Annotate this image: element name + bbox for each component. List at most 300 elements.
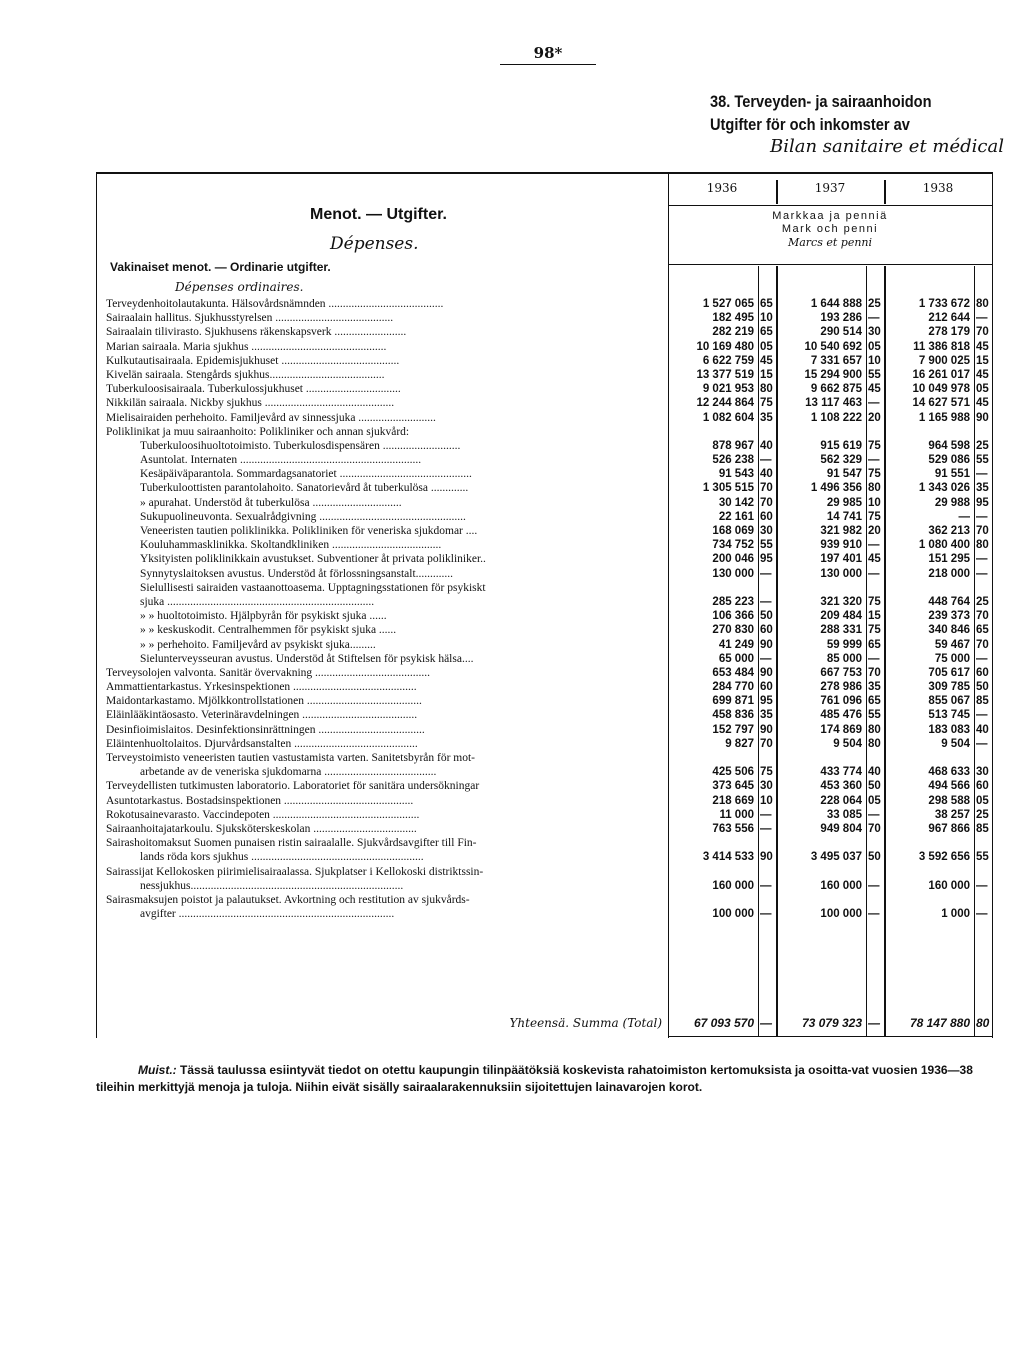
row-label: Tuberkuloottisten parantolahoito. Sanatorievård åt tuberkulösa ............. bbox=[140, 482, 469, 495]
cell-1938-penni: 25 bbox=[976, 439, 989, 452]
page-number-rule bbox=[500, 64, 596, 65]
row-label: Kouluhammasklinikka. Skoltandkliniken ...................................... bbox=[140, 539, 442, 552]
unit-rule-top bbox=[668, 205, 992, 206]
cell-1938-marks: 448 764 bbox=[928, 595, 970, 608]
unit-fr: Marcs et penni bbox=[787, 236, 873, 249]
cell-1937-penni: 20 bbox=[868, 525, 881, 537]
cell-1937-penni: 70 bbox=[868, 822, 881, 835]
cell-1936-penni: 30 bbox=[760, 780, 773, 793]
table-row bbox=[106, 822, 992, 836]
table-row bbox=[106, 879, 992, 893]
row-label: Kivelän sairaala. Stengårds sjukhus........................................ bbox=[106, 368, 385, 381]
cell-1938-marks: 59 467 bbox=[934, 638, 970, 651]
cell-1937-marks: 278 986 bbox=[820, 681, 862, 694]
cell-1937-marks: 949 804 bbox=[820, 822, 862, 835]
cell-1936-marks: 182 495 bbox=[712, 312, 754, 325]
heading-ordinaires: Dépenses ordinaires. bbox=[175, 280, 304, 294]
heading-ordinary: Vakinaiset menot. — Ordinarie utgifter. bbox=[110, 260, 331, 274]
table-row bbox=[106, 510, 992, 524]
row-label: » » keskuskodit. Centralhemmen för psykiskt sjuka ...... bbox=[140, 624, 397, 637]
cell-1937-marks: 9 504 bbox=[833, 737, 862, 750]
cell-1937-marks: 7 331 657 bbox=[810, 354, 862, 367]
table-row bbox=[106, 751, 992, 765]
title-line-sv: Utgifter för och inkomster av bbox=[710, 115, 910, 134]
cell-1936-penni: 15 bbox=[760, 368, 773, 381]
cell-1938-penni: 90 bbox=[976, 411, 989, 424]
row-label: Kesäpäiväparantola. Sommardagsanatoriet .............................................. bbox=[140, 468, 472, 481]
row-label: Sairaalain tilivirasto. Sjukhusens räkenskapsverk ......................... bbox=[106, 326, 407, 339]
cell-1938-marks: 298 588 bbox=[928, 794, 970, 807]
cell-1936-marks: 30 142 bbox=[718, 496, 754, 509]
cell-1937-penni: 45 bbox=[868, 383, 881, 396]
cell-1937-marks: 321 982 bbox=[820, 525, 862, 537]
total-1937-penni: — bbox=[868, 1016, 880, 1030]
cell-1936-penni: 95 bbox=[760, 695, 773, 708]
table-row bbox=[106, 609, 992, 623]
cell-1937-penni: 10 bbox=[868, 354, 881, 367]
cell-1937-marks: 174 869 bbox=[820, 723, 862, 736]
table-row bbox=[106, 808, 992, 822]
table-row bbox=[106, 836, 992, 850]
table-row bbox=[106, 893, 992, 907]
cell-1938-penni: 45 bbox=[976, 397, 989, 410]
table-body bbox=[106, 297, 992, 921]
cell-1937-marks: 1 644 888 bbox=[810, 298, 862, 310]
cell-1937-marks: 3 495 037 bbox=[810, 851, 862, 864]
year-1937: 1937 bbox=[814, 181, 846, 195]
row-label: lands röda kors sjukhus ............................................................ bbox=[140, 851, 424, 864]
cell-1937-marks: 433 774 bbox=[820, 766, 862, 779]
col-rule-top-1937 bbox=[776, 180, 778, 204]
cell-1938-marks: 14 627 571 bbox=[912, 397, 970, 410]
cell-1936-marks: 218 669 bbox=[712, 794, 754, 807]
cell-1938-marks: 494 566 bbox=[928, 780, 970, 793]
cell-1938-marks: 9 504 bbox=[941, 737, 970, 750]
cell-1937-penni: — bbox=[868, 539, 880, 552]
cell-1938-marks: 855 067 bbox=[928, 695, 970, 708]
cell-1938-marks: 160 000 bbox=[928, 879, 970, 892]
cell-1936-marks: 282 219 bbox=[712, 326, 754, 339]
cell-1938-marks: 11 386 818 bbox=[913, 340, 970, 353]
footnote-text: Tässä taulussa esiintyvät tiedot on otettu kaupungin tilinpäätöksiä koskevista rahatoimiston kertomuksista ja osoitta-vat vuosien 1936—38 tileihin merkittyjä menoja ja tuloja. Niihin eivät sisälly sairaalarakennuksiin sijoitettujen lainavarojen korot. bbox=[96, 1063, 973, 1094]
cell-1936-marks: 22 161 bbox=[718, 510, 754, 523]
cell-1937-penni: 65 bbox=[868, 695, 881, 708]
cell-1937-penni: 75 bbox=[868, 624, 881, 637]
table-row bbox=[106, 552, 992, 566]
total-1937-marks: 73 079 323 bbox=[801, 1016, 862, 1030]
cell-1937-marks: 562 329 bbox=[820, 454, 862, 467]
cell-1938-penni: 30 bbox=[976, 766, 989, 779]
cell-1938-marks: 239 373 bbox=[928, 610, 970, 623]
cell-1937-penni: 05 bbox=[868, 340, 881, 353]
cell-1938-marks: 278 179 bbox=[928, 326, 970, 339]
cell-1938-marks: 3 592 656 bbox=[918, 851, 970, 864]
col-rule-left bbox=[96, 172, 97, 1038]
table-row bbox=[106, 595, 992, 609]
cell-1936-penni: 70 bbox=[760, 496, 773, 509]
cell-1936-marks: 9 021 953 bbox=[702, 383, 754, 396]
cell-1937-penni: 75 bbox=[868, 468, 881, 481]
cell-1936-penni: 95 bbox=[760, 553, 773, 566]
heading-depenses: Dépenses. bbox=[330, 234, 419, 254]
row-label: Kulkutautisairaala. Epidemisjukhuset ......................................... bbox=[106, 354, 400, 367]
cell-1938-penni: 05 bbox=[976, 794, 989, 807]
cell-1937-marks: 321 320 bbox=[820, 595, 862, 608]
row-label: Sairaanhoitajatarkoulu. Sjuksköterskeskolan .................................... bbox=[106, 822, 417, 835]
cell-1936-penni: 60 bbox=[760, 510, 773, 523]
row-label: Asuntotarkastus. Bostadsinspektionen ............................................. bbox=[106, 794, 414, 807]
cell-1936-marks: 285 223 bbox=[712, 595, 754, 608]
cell-1938-marks: 1 343 026 bbox=[918, 482, 970, 495]
cell-1937-marks: 485 476 bbox=[820, 709, 862, 722]
cell-1938-penni: 25 bbox=[976, 808, 989, 821]
cell-1937-penni: 20 bbox=[868, 411, 881, 424]
row-label: Sairaalain hallitus. Sjukhusstyrelsen ......................................... bbox=[106, 312, 394, 325]
cell-1938-marks: 16 261 017 bbox=[912, 368, 970, 381]
year-1938: 1938 bbox=[922, 181, 954, 195]
table-row bbox=[106, 567, 992, 581]
cell-1938-marks: 964 598 bbox=[928, 439, 970, 452]
table-row bbox=[106, 666, 992, 680]
cell-1937-marks: 9 662 875 bbox=[810, 383, 862, 396]
cell-1936-marks: 1 527 065 bbox=[702, 298, 754, 310]
cell-1936-marks: 12 244 864 bbox=[696, 397, 754, 410]
table-row bbox=[106, 467, 992, 481]
cell-1936-penni: 35 bbox=[760, 709, 773, 722]
cell-1936-marks: 13 377 519 bbox=[696, 368, 754, 381]
cell-1936-marks: 106 366 bbox=[712, 610, 754, 623]
cell-1937-marks: 100 000 bbox=[820, 908, 862, 921]
cell-1938-penni: 80 bbox=[976, 539, 989, 552]
row-label: Sairasmaksujen poistot ja palautukset. Avkortning och restitution av sjukvårds- bbox=[106, 893, 470, 906]
cell-1938-marks: 513 745 bbox=[928, 709, 970, 722]
cell-1936-penni: — bbox=[760, 908, 772, 921]
cell-1936-penni: — bbox=[760, 595, 772, 608]
cell-1936-marks: 160 000 bbox=[712, 879, 754, 892]
cell-1937-penni: 70 bbox=[868, 666, 881, 679]
cell-1938-marks: 362 213 bbox=[928, 525, 970, 537]
cell-1938-penni: 60 bbox=[976, 780, 989, 793]
cell-1937-marks: 939 910 bbox=[820, 539, 862, 552]
cell-1938-marks: 1 080 400 bbox=[918, 539, 970, 552]
cell-1937-marks: 1 496 356 bbox=[810, 482, 862, 495]
cell-1936-penni: — bbox=[760, 879, 772, 892]
cell-1937-marks: 29 985 bbox=[826, 496, 862, 509]
cell-1937-penni: 10 bbox=[868, 496, 881, 509]
cell-1936-penni: 05 bbox=[760, 340, 773, 353]
row-label: Desinfioimislaitos. Desinfektionsinrättningen ..................................... bbox=[106, 723, 425, 736]
cell-1936-penni: 70 bbox=[760, 737, 773, 750]
cell-1936-penni: — bbox=[760, 822, 772, 835]
cell-1938-penni: 70 bbox=[976, 525, 989, 537]
cell-1938-marks: 7 900 025 bbox=[918, 354, 970, 367]
row-label: nessjukhus.......................................................................... bbox=[140, 879, 404, 892]
table-row bbox=[106, 340, 992, 354]
cell-1937-penni: — bbox=[868, 454, 880, 467]
table-row bbox=[106, 737, 992, 751]
cell-1937-marks: 288 331 bbox=[820, 624, 862, 637]
cell-1937-marks: 290 514 bbox=[820, 326, 862, 339]
table-row bbox=[106, 652, 992, 666]
page-number: 98* bbox=[533, 44, 563, 62]
cell-1937-penni: 75 bbox=[868, 510, 881, 523]
cell-1938-penni: 15 bbox=[976, 354, 989, 367]
table-row bbox=[106, 411, 992, 425]
cell-1938-marks: 529 086 bbox=[928, 454, 970, 467]
year-1936: 1936 bbox=[706, 181, 738, 195]
title-line-fi: 38. Terveyden- ja sairaanhoidon bbox=[710, 92, 932, 111]
total-label: Yhteensä. Summa (Total) bbox=[509, 1016, 662, 1030]
cell-1937-marks: 197 401 bbox=[820, 553, 862, 566]
total-1936-penni: — bbox=[760, 1016, 772, 1030]
table-row bbox=[106, 368, 992, 382]
table-row bbox=[106, 425, 992, 439]
cell-1938-penni: — bbox=[976, 879, 988, 892]
row-label: Ammattientarkastus. Yrkesinspektionen ........................................... bbox=[106, 681, 417, 694]
row-label: Sairashoitomaksut Suomen punaisen ristin sairaalalle. Sjukvårdsavgifter till Fin- bbox=[106, 837, 477, 850]
cell-1936-marks: 878 967 bbox=[712, 439, 754, 452]
cell-1936-marks: 526 238 bbox=[712, 454, 754, 467]
cell-1938-marks: 309 785 bbox=[928, 681, 970, 694]
footnote-lead: Muist.: bbox=[138, 1063, 177, 1077]
cell-1938-marks: 75 000 bbox=[934, 652, 970, 665]
cell-1937-marks: 228 064 bbox=[820, 794, 862, 807]
cell-1938-penni: 45 bbox=[976, 368, 989, 381]
cell-1936-penni: 10 bbox=[760, 794, 773, 807]
row-label: Sielullisesti sairaiden vastaanottoasema. Upptagningsstationen för psykiskt bbox=[140, 581, 486, 594]
cell-1938-marks: 340 846 bbox=[928, 624, 970, 637]
cell-1936-marks: 763 556 bbox=[712, 822, 754, 835]
total-1936-marks: 67 093 570 bbox=[693, 1016, 754, 1030]
title-line-fr: Bilan sanitaire et médical bbox=[770, 136, 1004, 157]
cell-1938-marks: 29 988 bbox=[934, 496, 970, 509]
row-label: Poliklinikat ja muu sairaanhoito: Polikliniker och annan sjukvård: bbox=[106, 425, 410, 438]
cell-1938-marks: — bbox=[958, 510, 970, 523]
row-label: Tuberkuloosihuoltotoimisto. Tuberkulosdispensären ........................... bbox=[140, 439, 461, 452]
table-row bbox=[106, 907, 992, 921]
cell-1938-penni: — bbox=[976, 908, 988, 921]
cell-1938-marks: 1 733 672 bbox=[918, 298, 970, 310]
cell-1938-penni: 25 bbox=[976, 595, 989, 608]
cell-1936-penni: — bbox=[760, 567, 772, 580]
row-label: Asuntolat. Internaten ............................................................... bbox=[140, 454, 422, 467]
table-row bbox=[106, 538, 992, 552]
cell-1936-penni: 80 bbox=[760, 383, 773, 396]
cell-1936-marks: 65 000 bbox=[718, 652, 754, 665]
cell-1936-penni: 90 bbox=[760, 638, 773, 651]
cell-1936-penni: 70 bbox=[760, 482, 773, 495]
cell-1938-penni: 85 bbox=[976, 822, 989, 835]
cell-1936-penni: 35 bbox=[760, 411, 773, 424]
row-label: Terveysolojen valvonta. Sanitär övervakning ........................................ bbox=[106, 666, 431, 679]
cell-1938-penni: — bbox=[976, 553, 988, 566]
cell-1937-marks: 33 085 bbox=[826, 808, 862, 821]
cell-1936-penni: 75 bbox=[760, 397, 773, 410]
table-row bbox=[106, 708, 992, 722]
cell-1937-marks: 453 360 bbox=[820, 780, 862, 793]
cell-1937-penni: 50 bbox=[868, 780, 881, 793]
cell-1938-penni: 35 bbox=[976, 482, 989, 495]
unit-header bbox=[668, 210, 992, 249]
row-label: Tuberkuloosisairaala. Tuberkulossjukhuset ................................. bbox=[106, 383, 401, 396]
cell-1936-marks: 41 249 bbox=[718, 638, 754, 651]
table-row bbox=[106, 794, 992, 808]
table-row bbox=[106, 524, 992, 538]
table-row bbox=[106, 581, 992, 595]
cell-1937-penni: 35 bbox=[868, 681, 881, 694]
cell-1936-marks: 458 836 bbox=[712, 709, 754, 722]
cell-1936-penni: 75 bbox=[760, 766, 773, 779]
row-label: Terveydenhoitolautakunta. Hälsovårdsnämnden ........................................ bbox=[106, 298, 444, 310]
cell-1938-penni: — bbox=[976, 312, 988, 325]
top-rule bbox=[96, 172, 992, 174]
table-row bbox=[106, 638, 992, 652]
table-row bbox=[106, 694, 992, 708]
unit-fi: Markkaa ja penniä bbox=[772, 210, 888, 222]
row-label: » » huoltotoimisto. Hjälpbyrån för psykiskt sjuka ...... bbox=[140, 610, 387, 623]
cell-1938-marks: 468 633 bbox=[928, 766, 970, 779]
cell-1937-marks: 10 540 692 bbox=[804, 340, 862, 353]
cell-1936-penni: — bbox=[760, 808, 772, 821]
cell-1938-marks: 91 551 bbox=[934, 468, 970, 481]
cell-1936-marks: 9 827 bbox=[725, 737, 754, 750]
row-label: Veneeristen tautien poliklinikka. Polikliniken för veneriska sjukdomar .... bbox=[140, 525, 478, 537]
col-rule-right bbox=[992, 172, 993, 1038]
bottom-rule bbox=[668, 1036, 992, 1037]
cell-1937-penni: — bbox=[868, 312, 880, 325]
cell-1936-marks: 284 770 bbox=[712, 681, 754, 694]
total-row bbox=[106, 1016, 992, 1034]
cell-1936-marks: 10 169 480 bbox=[696, 340, 754, 353]
cell-1938-marks: 151 295 bbox=[928, 553, 970, 566]
cell-1937-penni: 40 bbox=[868, 766, 881, 779]
table-row bbox=[106, 865, 992, 879]
table-row bbox=[106, 354, 992, 368]
cell-1936-marks: 1 082 604 bbox=[702, 411, 754, 424]
cell-1938-penni: 70 bbox=[976, 326, 989, 339]
cell-1938-penni: 70 bbox=[976, 610, 989, 623]
cell-1938-penni: 95 bbox=[976, 496, 989, 509]
cell-1937-marks: 667 753 bbox=[820, 666, 862, 679]
cell-1938-penni: 60 bbox=[976, 666, 989, 679]
cell-1938-marks: 183 083 bbox=[928, 723, 970, 736]
cell-1936-penni: — bbox=[760, 454, 772, 467]
cell-1938-penni: — bbox=[976, 468, 988, 481]
cell-1938-penni: — bbox=[976, 510, 988, 523]
table-title bbox=[710, 90, 968, 136]
cell-1936-marks: 653 484 bbox=[712, 666, 754, 679]
cell-1937-penni: 45 bbox=[868, 553, 881, 566]
cell-1936-marks: 91 543 bbox=[718, 468, 754, 481]
cell-1937-marks: 209 484 bbox=[820, 610, 862, 623]
cell-1936-penni: 90 bbox=[760, 723, 773, 736]
cell-1937-marks: 1 108 222 bbox=[810, 411, 862, 424]
table-row bbox=[106, 481, 992, 495]
cell-1936-penni: 60 bbox=[760, 624, 773, 637]
cell-1936-marks: 1 305 515 bbox=[702, 482, 754, 495]
cell-1937-marks: 91 547 bbox=[826, 468, 862, 481]
cell-1936-marks: 152 797 bbox=[712, 723, 754, 736]
total-1938-penni: 80 bbox=[976, 1016, 990, 1030]
row-label: Terveystoimisto veneeristen tautien vastustamista varten. Sanitetsbyrån för mot- bbox=[106, 752, 476, 764]
table-row bbox=[106, 779, 992, 793]
row-label: Marian sairaala. Maria sjukhus ............................................... bbox=[106, 340, 387, 353]
cell-1936-penni: 50 bbox=[760, 610, 773, 623]
cell-1937-penni: 80 bbox=[868, 482, 881, 495]
row-label: Sukupuolineuvonta. Sexualrådgivning ................................................... bbox=[140, 510, 466, 523]
cell-1937-penni: 65 bbox=[868, 638, 881, 651]
cell-1936-penni: 40 bbox=[760, 439, 773, 452]
cell-1936-marks: 425 506 bbox=[712, 766, 754, 779]
cell-1936-marks: 699 871 bbox=[712, 695, 754, 708]
cell-1936-penni: 10 bbox=[760, 312, 773, 325]
heading-menot: Menot. — Utgifter. bbox=[310, 206, 447, 223]
cell-1938-penni: — bbox=[976, 652, 988, 665]
row-label: » » perhehoito. Familjevård av psykiskt sjuka......... bbox=[140, 638, 376, 651]
table-row bbox=[106, 723, 992, 737]
cell-1938-penni: — bbox=[976, 567, 988, 580]
table-row bbox=[106, 496, 992, 510]
cell-1937-penni: 75 bbox=[868, 439, 881, 452]
cell-1938-penni: 40 bbox=[976, 723, 989, 736]
cell-1937-marks: 85 000 bbox=[826, 652, 862, 665]
cell-1937-marks: 160 000 bbox=[820, 879, 862, 892]
cell-1936-marks: 734 752 bbox=[712, 539, 754, 552]
row-label: Mielisairaiden perhehoito. Familjevård av sinnessjuka ........................... bbox=[106, 411, 436, 424]
cell-1937-penni: 25 bbox=[868, 298, 881, 310]
cell-1937-marks: 915 619 bbox=[820, 439, 862, 452]
cell-1936-penni: 65 bbox=[760, 298, 773, 310]
cell-1938-marks: 967 866 bbox=[928, 822, 970, 835]
col-rule-top-1938 bbox=[884, 180, 886, 204]
cell-1936-marks: 6 622 759 bbox=[702, 354, 754, 367]
row-label: Terveydellisten tutkimusten laboratorio. Laboratoriet för sanitära undersökningar bbox=[106, 780, 480, 793]
row-label: Synnytyslaitoksen avustus. Understöd åt förlossningsanstalt............. bbox=[140, 567, 454, 580]
cell-1938-marks: 218 000 bbox=[928, 567, 970, 580]
cell-1937-marks: 193 286 bbox=[820, 312, 862, 325]
cell-1936-penni: 45 bbox=[760, 354, 773, 367]
cell-1937-penni: — bbox=[868, 652, 880, 665]
cell-1936-penni: — bbox=[760, 652, 772, 665]
row-label: Sielunterveysseuran avustus. Understöd åt Stiftelsen för psykisk hälsa.... bbox=[140, 652, 474, 665]
row-label: avgifter ........................................................................... bbox=[140, 908, 395, 921]
cell-1936-penni: 55 bbox=[760, 539, 773, 552]
unit-sv: Mark och penni bbox=[781, 223, 879, 235]
cell-1936-penni: 65 bbox=[760, 326, 773, 339]
cell-1937-marks: 15 294 900 bbox=[804, 368, 862, 381]
footnote bbox=[96, 1062, 992, 1096]
cell-1938-marks: 1 165 988 bbox=[918, 411, 970, 424]
cell-1936-marks: 130 000 bbox=[712, 567, 754, 580]
cell-1937-marks: 130 000 bbox=[820, 567, 862, 580]
table-row bbox=[106, 297, 992, 311]
cell-1937-penni: 50 bbox=[868, 851, 881, 864]
cell-1937-penni: 80 bbox=[868, 737, 881, 750]
cell-1938-penni: 70 bbox=[976, 638, 989, 651]
cell-1936-penni: 90 bbox=[760, 666, 773, 679]
cell-1936-marks: 200 046 bbox=[712, 553, 754, 566]
table-row bbox=[106, 623, 992, 637]
cell-1938-penni: 55 bbox=[976, 454, 989, 467]
unit-rule-bottom bbox=[668, 264, 992, 265]
cell-1936-marks: 11 000 bbox=[719, 808, 754, 821]
cell-1937-penni: 80 bbox=[868, 723, 881, 736]
row-label: Eläintenhuoltolaitos. Djurvårdsanstalten ........................................... bbox=[106, 737, 418, 750]
table-row bbox=[106, 325, 992, 339]
cell-1936-marks: 100 000 bbox=[712, 908, 754, 921]
cell-1938-penni: 55 bbox=[976, 851, 989, 864]
cell-1937-penni: — bbox=[868, 808, 880, 821]
